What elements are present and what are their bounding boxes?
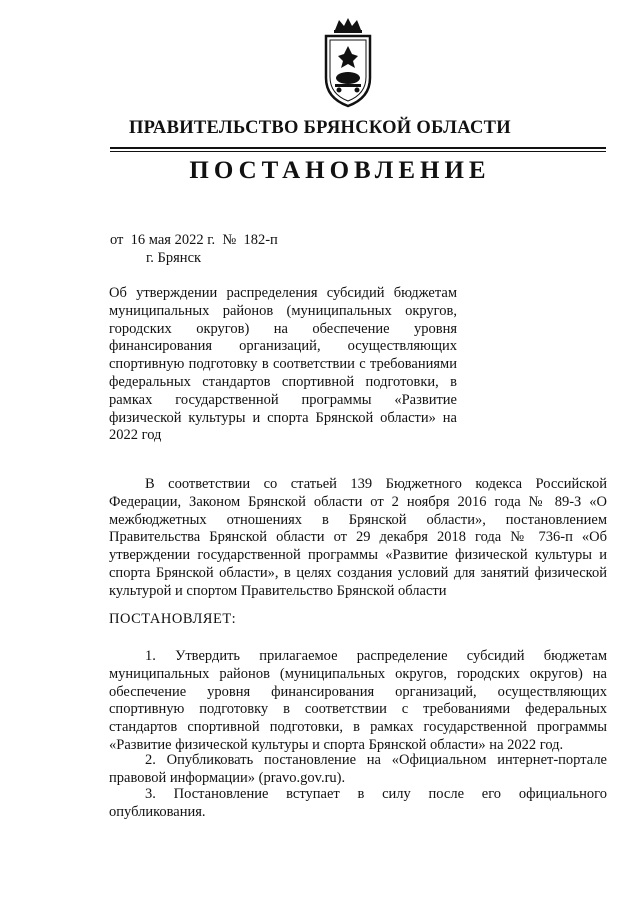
header-rule-thick bbox=[110, 147, 606, 149]
date-number-line: от 16 мая 2022 г. № 182-п bbox=[110, 232, 278, 248]
preamble-paragraph: В соответствии со статьей 139 Бюджетного кодекса Российской Федерации, Законом Брянской области от 2 ноября 2016 года № 89-З «О межбюджетных отношениях в Брянской области», постановлением Правительства Брянской области от 29 декабря 2018 года № 736-п «Об утверждении государственной программы «Развитие физической культуры и спорта Брянской области», в целях создания условий для занятий физической культурой и спортом Правительство Брянской области bbox=[109, 476, 607, 599]
coat-of-arms-icon bbox=[321, 16, 375, 108]
header-rule-thin bbox=[110, 151, 606, 152]
government-name: ПРАВИТЕЛЬСТВО БРЯНСКОЙ ОБЛАСТИ bbox=[128, 118, 511, 138]
item-3-paragraph: 3. Постановление вступает в силу после его официального опубликования. bbox=[109, 786, 607, 820]
item-1-paragraph: 1. Утвердить прилагаемое распределение субсидий бюджетам муниципальных районов (муниципальных округов, городских округов) на обеспечение уровня финансирования организаций, осуществляющих спортивную подготовку в соответствии с требованиями федеральных стандартов спортивной подготовки, в рамках государственной программы «Развитие физической культуры и спорта Брянской области» на 2022 год. bbox=[109, 648, 607, 753]
city-line: г. Брянск bbox=[146, 250, 202, 266]
item-2-paragraph: 2. Опубликовать постановление на «Официальном интернет-портале правовой информации» (pravo.gov.ru). bbox=[109, 752, 607, 786]
resolves-heading: ПОСТАНОВЛЯЕТ: bbox=[109, 611, 237, 627]
document-subject: Об утверждении распределения субсидий бюджетам муниципальных районов (муниципальных округов, городских округов) на обеспечение уровня финансирования организаций, осуществляющих спортивную подготовку в соответствии с требованиями федеральных стандартов спортивной подготовки, в рамках государственной программы «Развитие физической культуры и спорта Брянской области» на 2022 год bbox=[109, 285, 457, 444]
document-type-title: ПОСТАНОВЛЕНИЕ bbox=[189, 157, 491, 184]
